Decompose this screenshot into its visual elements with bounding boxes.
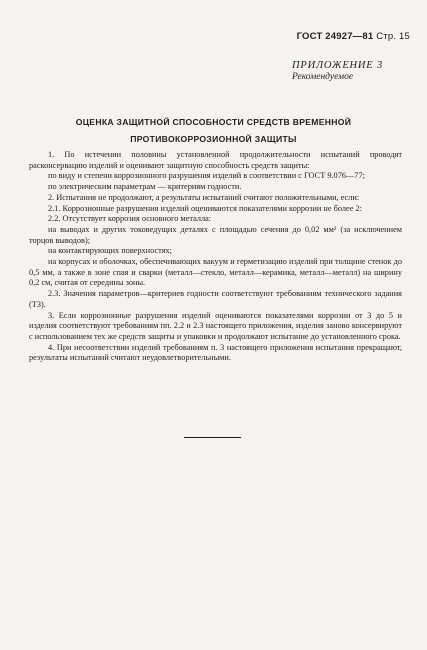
section-title — [36, 114, 391, 148]
appendix-title: ПРИЛОЖЕНИЕ 3 — [292, 60, 383, 71]
paragraph: 2.2. Отсутствует коррозия основного металла: — [48, 214, 212, 224]
paragraph: по электрическим параметрам — критериям годности. — [48, 182, 242, 192]
end-divider — [184, 437, 241, 438]
standard-number: ГОСТ 24927—81 — [296, 31, 374, 42]
paragraph: 2.1. Коррозионные разрушения изделий оцениваются показателями коррозии не более 2: — [48, 203, 362, 213]
appendix-note: Рекомендуемое — [292, 72, 354, 82]
paragraph: 4. При несоответствии изделий требованиям п. 3 настоящего приложения испытания прекращают, результаты испытаний считают неудовлетворительными. — [29, 342, 402, 363]
paragraph: на выводах и других токоведущих деталях с площадью сечения до 0,02 мм² (за исключением торцов выводов); — [29, 224, 402, 245]
paragraph: на контактирующих поверхностях; — [48, 246, 172, 256]
paragraph: на корпусах и оболочках, обеспечивающих вакуум и герметизацию изделий при толщине стенок до 0,5 мм, а также в зоне спая и сварки (металл—стекло, металл—керамика, металл—металл) на ширину 0,2 см, считая от середины зоны. — [29, 257, 402, 288]
paragraph: 2.3. Значения параметров—критериев годности соответствуют требованиям технического задания (ТЗ). — [29, 289, 402, 309]
paragraph: 3. Если коррозионные разрушения изделий оцениваются показателями коррозии от 3 до 5 и изделия соответствуют требованиям пп. 2.2 и 2.3 настоящего приложения, изделия заново консервируют с использованием тех же средств защиты и упаковки и продолжают испытание до установленного срока. — [29, 310, 402, 341]
title-line-1: ОЦЕНКА ЗАЩИТНОЙ СПОСОБНОСТИ СРЕДСТВ ВРЕМЕННОЙ — [75, 117, 352, 127]
document-body — [29, 150, 402, 364]
paragraph: 2. Испытания не продолжают, а результаты испытаний считают положительными, если: — [48, 192, 360, 202]
paragraph: по виду и степени коррозионного разрушения изделий в соответствии с ГОСТ 9.076—77; — [48, 171, 365, 181]
title-line-2: ПРОТИВОКОРРОЗИОННОЙ ЗАЩИТЫ — [130, 134, 297, 144]
page-number: Стр. 15 — [376, 31, 410, 42]
page-header — [297, 31, 410, 42]
appendix-label — [292, 60, 383, 82]
paragraph: 1. По истечении половины установленной продолжительности испытаний проводят расконсервацию изделий и оценивают защитную способность средств защиты: — [29, 150, 402, 170]
